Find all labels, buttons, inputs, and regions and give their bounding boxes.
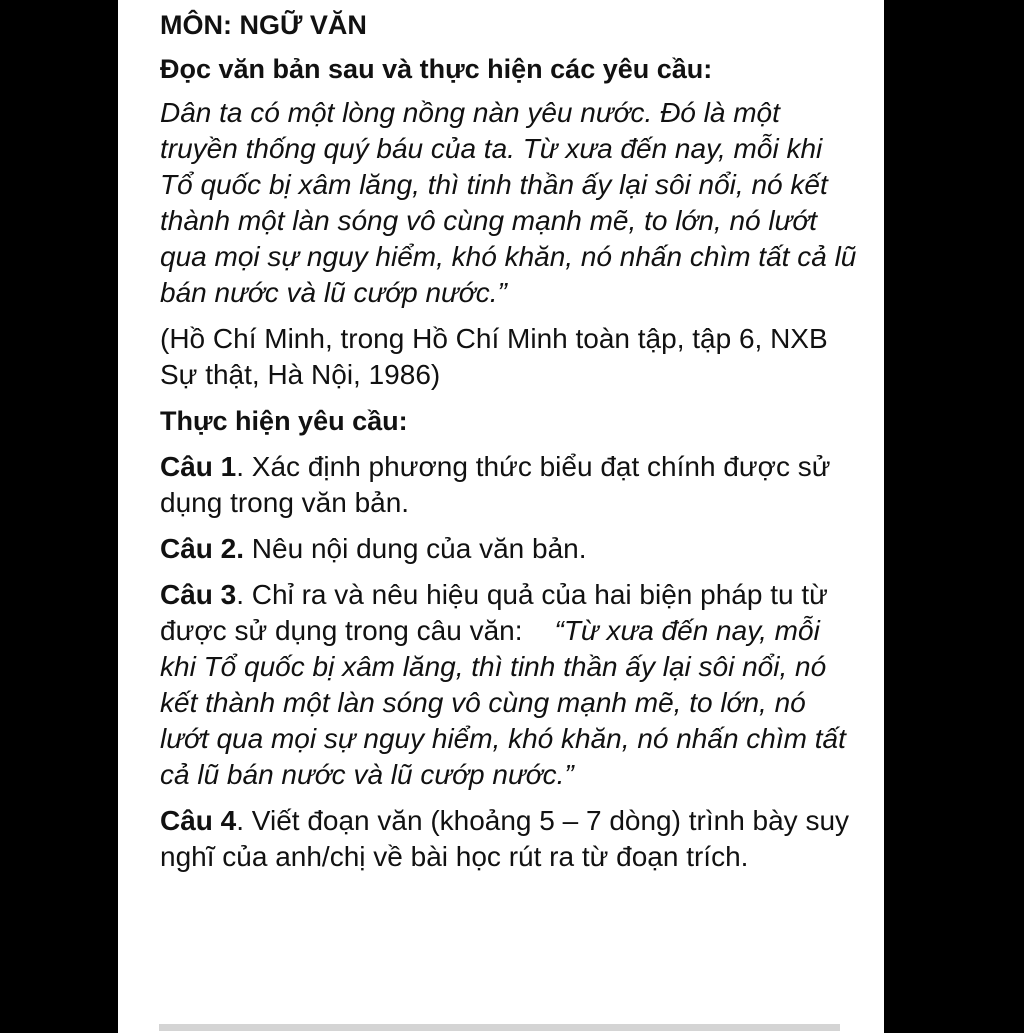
question-4 xyxy=(160,803,860,875)
reading-instruction: Đọc văn bản sau và thực hiện các yêu cầu: xyxy=(160,54,713,84)
question-1-text: . Xác định phương thức biểu đạt chính được sử dụng trong văn bản. xyxy=(160,451,831,518)
question-4-label: Câu 4 xyxy=(160,805,237,836)
question-3 xyxy=(160,577,860,793)
reading-passage: Dân ta có một lòng nồng nàn yêu nước. Đó là một truyền thống quý báu của ta. Từ xưa đến nay, mỗi khi Tổ quốc bị xâm lăng, thì tinh thần ấy lại sôi nổi, nó kết thành một làn sóng vô cùng mạnh mẽ, to lớn, nó lướt qua mọi sự nguy hiểm, khó khăn, nó nhấn chìm tất cả lũ bán nước và lũ cướp nước.” xyxy=(160,97,857,308)
question-2 xyxy=(160,531,860,567)
question-2-label: Câu 2. xyxy=(160,533,245,564)
document-page xyxy=(118,0,884,1033)
question-1-label: Câu 1 xyxy=(160,451,237,482)
subject-title: MÔN: NGỮ VĂN xyxy=(160,10,367,40)
question-3-quote: “Từ xưa đến nay, mỗi khi Tổ quốc bị xâm lăng, thì tinh thần ấy lại sôi nổi, nó kết thành một làn sóng vô cùng mạnh mẽ, to lớn, nó lướt qua mọi sự nguy hiểm, khó khăn, nó nhấn chìm tất cả lũ bán nước và lũ cướp nước.” xyxy=(160,615,846,790)
question-4-text: . Viết đoạn văn (khoảng 5 – 7 dòng) trình bày suy nghĩ của anh/chị về bài học rút ra từ đoạn trích. xyxy=(160,805,850,872)
question-3-text: . Chỉ ra và nêu hiệu quả của hai biện pháp tu từ được sử dụng trong câu văn: xyxy=(160,579,828,646)
question-3-label: Câu 3 xyxy=(160,579,237,610)
document-content xyxy=(160,0,860,875)
question-2-text: Nêu nội dung của văn bản. xyxy=(244,533,587,564)
task-heading: Thực hiện yêu cầu: xyxy=(160,406,408,436)
question-1 xyxy=(160,449,860,521)
passage-source: (Hồ Chí Minh, trong Hồ Chí Minh toàn tập, tập 6, NXB Sự thật, Hà Nội, 1986) xyxy=(160,323,828,390)
scroll-divider xyxy=(159,1024,840,1031)
